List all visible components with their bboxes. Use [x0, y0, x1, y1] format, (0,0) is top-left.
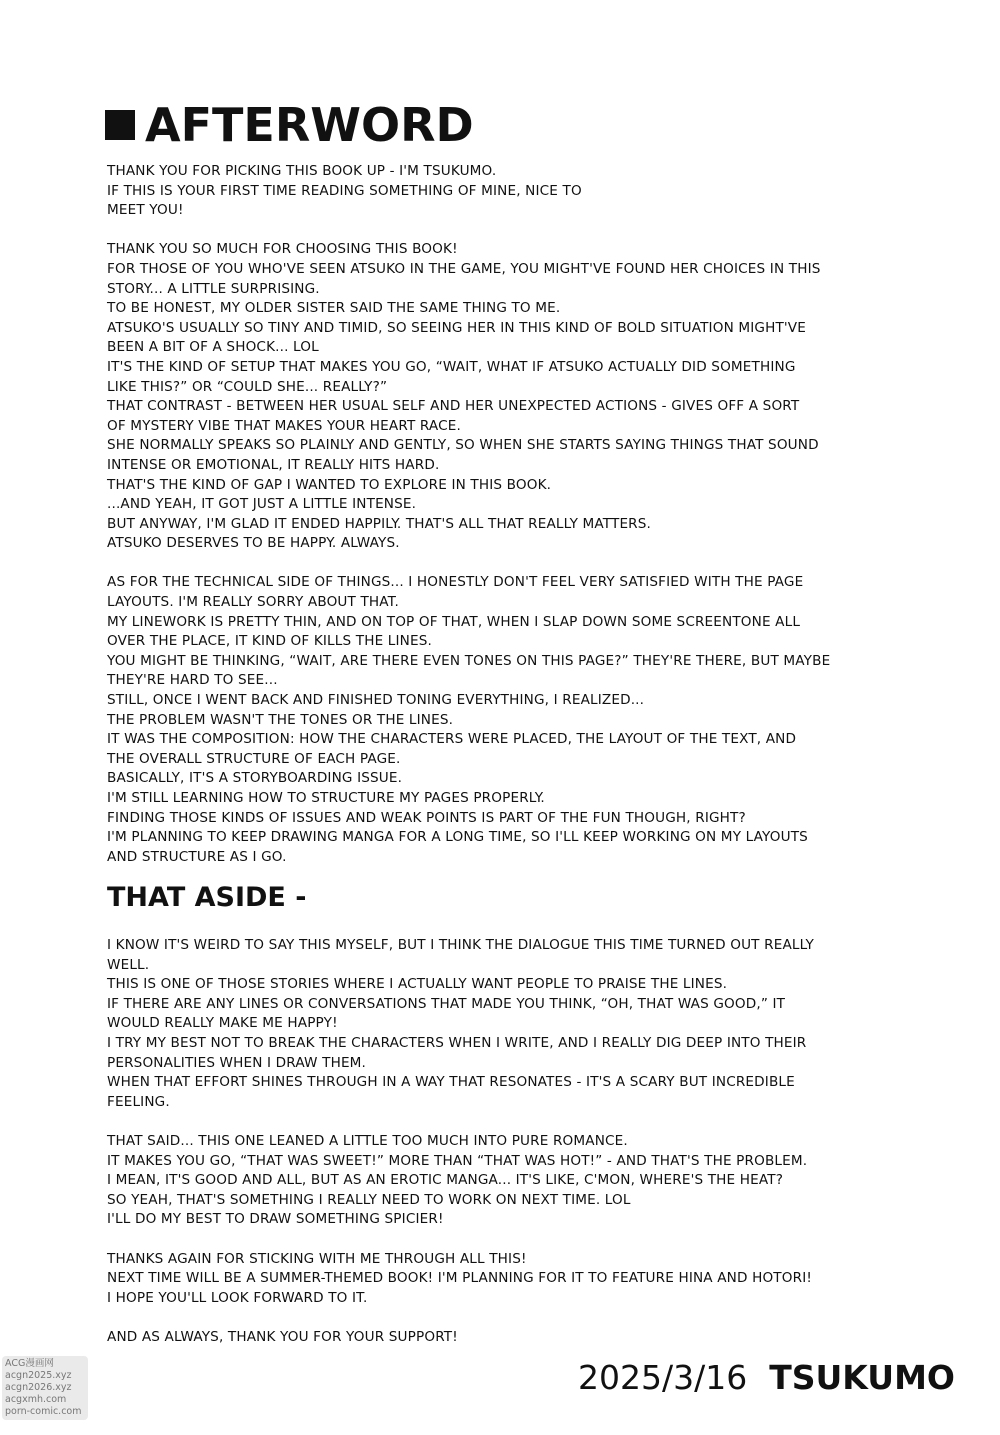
text-line: NEXT TIME WILL BE A SUMMER-THEMED BOOK! I'M PLANNING FOR IT TO FEATURE HINA AND HOTORI! — [107, 1270, 812, 1287]
text-line: WELL. — [107, 956, 150, 973]
afterword-body-part-2 — [107, 936, 907, 1347]
section-heading: THAT ASIDE - — [107, 882, 307, 913]
text-line: THEY'RE HARD TO SEE... — [107, 672, 278, 689]
text-line: I'LL DO MY BEST TO DRAW SOMETHING SPICIER! — [107, 1211, 444, 1228]
square-bullet-icon — [105, 110, 135, 140]
paragraph-gap — [107, 1112, 907, 1132]
text-line: YOU MIGHT BE THINKING, “WAIT, ARE THERE EVEN TONES ON THIS PAGE?” THEY'RE THERE, BUT MAYBE — [107, 652, 831, 669]
paragraph-gap — [107, 554, 907, 574]
signature-date: 2025/3/16 — [578, 1358, 748, 1397]
title-row — [105, 98, 474, 152]
text-line: THANKS AGAIN FOR STICKING WITH ME THROUGH ALL THIS! — [107, 1250, 527, 1267]
text-line: MY LINEWORK IS PRETTY THIN, AND ON TOP OF THAT, WHEN I SLAP DOWN SOME SCREENTONE ALL — [107, 613, 801, 630]
text-line: THAT'S THE KIND OF GAP I WANTED TO EXPLORE IN THIS BOOK. — [107, 476, 552, 493]
text-line: I KNOW IT'S WEIRD TO SAY THIS MYSELF, BUT I THINK THE DIALOGUE THIS TIME TURNED OUT REALLY — [107, 937, 814, 953]
text-line: OVER THE PLACE, IT KIND OF KILLS THE LINES. — [107, 633, 432, 650]
text-line: I'M STILL LEARNING HOW TO STRUCTURE MY PAGES PROPERLY. — [107, 790, 545, 806]
watermark-line: acgn2026.xyz — [5, 1382, 72, 1393]
text-line: STORY... A LITTLE SURPRISING. — [107, 280, 320, 297]
signature-name: TSUKUMO — [769, 1358, 955, 1397]
text-line: OF MYSTERY VIBE THAT MAKES YOUR HEART RACE. — [107, 417, 461, 434]
text-line: THAT SAID... THIS ONE LEANED A LITTLE TOO MUCH INTO PURE ROMANCE. — [107, 1132, 628, 1149]
text-line: THAT CONTRAST - BETWEEN HER USUAL SELF AND HER UNEXPECTED ACTIONS - GIVES OFF A SORT — [107, 398, 800, 415]
text-line: AND AS ALWAYS, THANK YOU FOR YOUR SUPPORT! — [107, 1328, 458, 1345]
paragraph-gap — [107, 1230, 907, 1250]
paragraph-gap — [107, 221, 907, 241]
text-line: PERSONALITIES WHEN I DRAW THEM. — [107, 1054, 367, 1071]
text-line: FINDING THOSE KINDS OF ISSUES AND WEAK POINTS IS PART OF THE FUN THOUGH, RIGHT? — [107, 809, 746, 826]
text-line: INTENSE OR EMOTIONAL, IT REALLY HITS HARD. — [107, 456, 440, 473]
watermark-line: porn-comic.com — [5, 1406, 82, 1417]
text-line: SHE NORMALLY SPEAKS SO PLAINLY AND GENTLY, SO WHEN SHE STARTS SAYING THINGS THAT SOUND — [107, 437, 819, 454]
text-line: IT'S THE KIND OF SETUP THAT MAKES YOU GO, “WAIT, WHAT IF ATSUKO ACTUALLY DID SOMETHING — [107, 358, 796, 375]
text-line: LAYOUTS. I'M REALLY SORRY ABOUT THAT. — [107, 594, 399, 611]
text-line: I HOPE YOU'LL LOOK FORWARD TO IT. — [107, 1289, 368, 1306]
paragraph-gap — [107, 1308, 907, 1328]
text-line: SO YEAH, THAT'S SOMETHING I REALLY NEED TO WORK ON NEXT TIME. LOL — [107, 1191, 631, 1208]
watermark-line: ACG漫画网 — [5, 1358, 54, 1369]
text-line: FEELING. — [107, 1093, 170, 1110]
text-line: I TRY MY BEST NOT TO BREAK THE CHARACTERS WHEN I WRITE, AND I REALLY DIG DEEP INTO THEIR — [107, 1034, 807, 1051]
text-line: LIKE THIS?” OR “COULD SHE... REALLY?” — [107, 378, 388, 395]
text-line: IF THIS IS YOUR FIRST TIME READING SOMETHING OF MINE, NICE TO — [107, 182, 582, 199]
text-line: I'M PLANNING TO KEEP DRAWING MANGA FOR A LONG TIME, SO I'LL KEEP WORKING ON MY LAYOUTS — [107, 829, 808, 846]
text-line: IT MAKES YOU GO, “THAT WAS SWEET!” MORE THAN “THAT WAS HOT!” - AND THAT'S THE PROBLEM. — [107, 1152, 808, 1169]
text-line: WHEN THAT EFFORT SHINES THROUGH IN A WAY THAT RESONATES - IT'S A SCARY BUT INCREDIBLE — [107, 1074, 795, 1091]
afterword-body-part-1 — [107, 162, 907, 867]
text-line: THANK YOU SO MUCH FOR CHOOSING THIS BOOK! — [107, 241, 458, 258]
watermark-line: acgn2025.xyz — [5, 1370, 72, 1381]
text-line: ATSUKO DESERVES TO BE HAPPY. ALWAYS. — [107, 535, 400, 552]
text-line: BASICALLY, IT'S A STORYBOARDING ISSUE. — [107, 770, 403, 787]
signature — [578, 1358, 955, 1397]
text-line: IT WAS THE COMPOSITION: HOW THE CHARACTERS WERE PLACED, THE LAYOUT OF THE TEXT, AND — [107, 731, 797, 748]
page-title: AFTERWORD — [145, 98, 474, 152]
text-line: ATSUKO'S USUALLY SO TINY AND TIMID, SO SEEING HER IN THIS KIND OF BOLD SITUATION MIGHT'VE — [107, 319, 806, 336]
text-line: FOR THOSE OF YOU WHO'VE SEEN ATSUKO IN THE GAME, YOU MIGHT'VE FOUND HER CHOICES IN THIS — [107, 260, 821, 277]
text-line: TO BE HONEST, MY OLDER SISTER SAID THE SAME THING TO ME. — [107, 300, 561, 317]
watermark-line: acgxmh.com — [5, 1394, 67, 1405]
text-line: WOULD REALLY MAKE ME HAPPY! — [107, 1015, 338, 1032]
text-line: I MEAN, IT'S GOOD AND ALL, BUT AS AN EROTIC MANGA... IT'S LIKE, C'MON, WHERE'S THE HEAT? — [107, 1172, 784, 1189]
text-line: ...AND YEAH, IT GOT JUST A LITTLE INTENSE. — [107, 496, 417, 513]
text-line: THE PROBLEM WASN'T THE TONES OR THE LINES. — [107, 711, 454, 728]
text-line: THE OVERALL STRUCTURE OF EACH PAGE. — [107, 750, 401, 767]
text-line: AND STRUCTURE AS I GO. — [107, 848, 287, 865]
text-line: STILL, ONCE I WENT BACK AND FINISHED TONING EVERYTHING, I REALIZED... — [107, 692, 645, 709]
text-line: BEEN A BIT OF A SHOCK... LOL — [107, 339, 319, 356]
site-watermark — [2, 1356, 88, 1420]
text-line: THANK YOU FOR PICKING THIS BOOK UP - I'M TSUKUMO. — [107, 163, 497, 179]
text-line: MEET YOU! — [107, 202, 184, 219]
text-line: IF THERE ARE ANY LINES OR CONVERSATIONS THAT MADE YOU THINK, “OH, THAT WAS GOOD,” IT — [107, 995, 786, 1012]
text-line: THIS IS ONE OF THOSE STORIES WHERE I ACTUALLY WANT PEOPLE TO PRAISE THE LINES. — [107, 976, 728, 993]
text-line: BUT ANYWAY, I'M GLAD IT ENDED HAPPILY. THAT'S ALL THAT REALLY MATTERS. — [107, 515, 652, 532]
text-line: AS FOR THE TECHNICAL SIDE OF THINGS... I HONESTLY DON'T FEEL VERY SATISFIED WITH THE PAGE — [107, 574, 804, 591]
